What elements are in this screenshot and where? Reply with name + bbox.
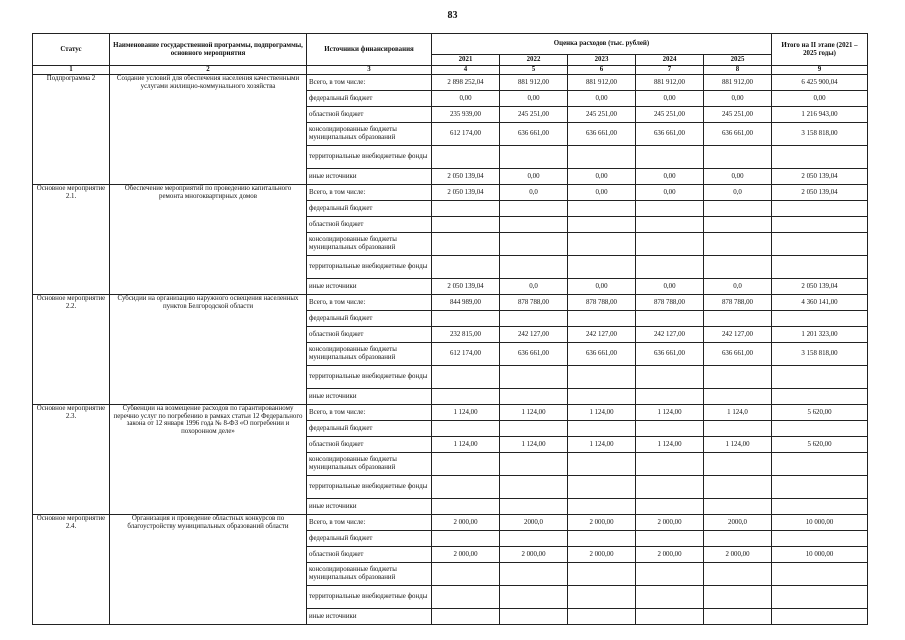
budget-table [32,33,868,625]
year-value-cell: 636 661,00 [568,123,636,146]
funding-source-cell: территориальные внебюджетные фонды [307,256,432,279]
column-number: 1 [33,66,110,75]
year-value-cell: 2 000,00 [432,515,500,531]
year-value-cell [500,389,568,405]
year-value-cell [568,201,636,217]
year-value-cell: 232 815,00 [432,327,500,343]
total-value-cell [772,499,868,515]
year-value-cell [500,146,568,169]
funding-source-cell: консолидированные бюджеты муниципальных образований [307,233,432,256]
funding-source-cell: областной бюджет [307,217,432,233]
year-value-cell [432,217,500,233]
year-value-cell: 245 251,00 [568,107,636,123]
year-value-cell: 636 661,00 [636,123,704,146]
year-value-cell [432,366,500,389]
year-value-cell: 1 124,00 [704,437,772,453]
year-value-cell: 636 661,00 [704,123,772,146]
year-value-cell [568,531,636,547]
table-row [33,295,868,311]
year-value-cell: 2 000,00 [704,547,772,563]
year-value-cell [568,366,636,389]
status-cell: Основное мероприятие 2.3. [33,405,110,515]
year-value-cell [704,499,772,515]
total-value-cell [772,609,868,625]
total-value-cell: 2 050 139,04 [772,185,868,201]
funding-source-cell: иные источники [307,169,432,185]
funding-source-cell: консолидированные бюджеты муниципальных образований [307,563,432,586]
year-value-cell: 636 661,00 [500,123,568,146]
table-row [33,405,868,421]
year-value-cell [432,563,500,586]
year-value-cell [568,476,636,499]
total-value-cell [772,146,868,169]
total-value-cell: 3 158 818,00 [772,343,868,366]
table-row [33,185,868,201]
year-value-cell [704,421,772,437]
year-value-cell: 242 127,00 [704,327,772,343]
year-value-cell [636,256,704,279]
year-value-cell: 0,00 [704,169,772,185]
year-value-cell: 1 124,00 [500,405,568,421]
year-value-cell [432,256,500,279]
column-number: 8 [704,66,772,75]
year-value-cell: 636 661,00 [704,343,772,366]
funding-source-cell: областной бюджет [307,327,432,343]
column-number: 4 [432,66,500,75]
year-value-cell [568,499,636,515]
total-value-cell [772,563,868,586]
year-value-cell: 636 661,00 [636,343,704,366]
year-value-cell [432,233,500,256]
year-value-cell: 878 788,00 [500,295,568,311]
year-value-cell: 0,00 [568,169,636,185]
year-value-cell [500,609,568,625]
year-value-cell: 0,00 [568,279,636,295]
year-value-cell: 235 939,00 [432,107,500,123]
funding-source-cell: консолидированные бюджеты муниципальных образований [307,453,432,476]
total-value-cell: 5 620,00 [772,405,868,421]
header-total: Итого на II этапе (2021 – 2025 годы) [772,34,868,66]
funding-source-cell: федеральный бюджет [307,311,432,327]
funding-source-cell: иные источники [307,279,432,295]
total-value-cell [772,476,868,499]
total-value-cell [772,201,868,217]
year-value-cell: 0,0 [500,279,568,295]
funding-source-cell: иные источники [307,499,432,515]
header-year: 2021 [432,55,500,66]
total-value-cell: 2 050 139,04 [772,279,868,295]
year-value-cell [636,421,704,437]
total-value-cell [772,311,868,327]
year-value-cell [500,201,568,217]
year-value-cell: 1 124,00 [568,405,636,421]
year-value-cell [636,311,704,327]
year-value-cell: 0,00 [636,91,704,107]
header-name: Наименование государственной программы, подпрограммы, основного мероприятия [110,34,307,66]
header-row [33,34,868,55]
year-value-cell [432,609,500,625]
year-value-cell [432,476,500,499]
year-value-cell: 0,00 [500,169,568,185]
column-number: 5 [500,66,568,75]
year-value-cell: 1 124,00 [500,437,568,453]
year-value-cell: 0,0 [704,185,772,201]
funding-source-cell: Всего, в том числе: [307,295,432,311]
year-value-cell [500,366,568,389]
year-value-cell [636,499,704,515]
year-value-cell: 0,00 [704,91,772,107]
column-number: 2 [110,66,307,75]
status-cell: Основное мероприятие 2.1. [33,185,110,295]
table-row [33,75,868,91]
year-value-cell [568,217,636,233]
year-value-cell [704,389,772,405]
year-value-cell: 245 251,00 [704,107,772,123]
status-cell: Подпрограмма 2 [33,75,110,185]
year-value-cell [636,201,704,217]
year-value-cell: 0,00 [500,91,568,107]
year-value-cell: 881 912,00 [636,75,704,91]
year-value-cell: 2 050 139,04 [432,169,500,185]
year-value-cell: 2 000,00 [636,515,704,531]
total-value-cell [772,217,868,233]
year-value-cell: 1 124,00 [568,437,636,453]
year-value-cell: 0,00 [568,185,636,201]
year-value-cell [704,609,772,625]
year-value-cell [500,233,568,256]
year-value-cell [636,476,704,499]
year-value-cell [500,476,568,499]
table-row [33,515,868,531]
year-value-cell: 242 127,00 [500,327,568,343]
funding-source-cell: федеральный бюджет [307,421,432,437]
year-value-cell [704,453,772,476]
year-value-cell: 636 661,00 [500,343,568,366]
funding-source-cell: областной бюджет [307,547,432,563]
year-value-cell [432,531,500,547]
year-value-cell [568,389,636,405]
funding-source-cell: Всего, в том числе: [307,75,432,91]
year-value-cell [500,531,568,547]
year-value-cell [432,586,500,609]
funding-source-cell: территориальные внебюджетные фонды [307,476,432,499]
total-value-cell: 10 000,00 [772,515,868,531]
year-value-cell: 1 124,00 [432,437,500,453]
total-value-cell: 3 158 818,00 [772,123,868,146]
year-value-cell [500,311,568,327]
program-name-cell: Организация и проведение областных конкурсов по благоустройству муниципальных образований области [110,515,307,625]
year-value-cell [704,563,772,586]
total-value-cell [772,256,868,279]
year-value-cell: 2000,0 [500,515,568,531]
column-number: 9 [772,66,868,75]
funding-source-cell: федеральный бюджет [307,531,432,547]
year-value-cell: 245 251,00 [636,107,704,123]
year-value-cell [636,366,704,389]
year-value-cell [432,453,500,476]
year-value-cell [704,201,772,217]
funding-source-cell: консолидированные бюджеты муниципальных образований [307,123,432,146]
header-year: 2025 [704,55,772,66]
year-value-cell [568,256,636,279]
year-value-cell: 844 989,00 [432,295,500,311]
page-number: 83 [447,10,458,21]
year-value-cell [636,389,704,405]
year-value-cell [704,217,772,233]
year-value-cell: 0,00 [636,279,704,295]
total-value-cell: 4 360 141,00 [772,295,868,311]
header-status: Статус [33,34,110,66]
year-value-cell: 0,00 [432,91,500,107]
funding-source-cell: федеральный бюджет [307,201,432,217]
year-value-cell: 0,00 [636,185,704,201]
total-value-cell: 6 425 900,04 [772,75,868,91]
status-cell: Основное мероприятие 2.4. [33,515,110,625]
year-value-cell [704,586,772,609]
total-value-cell: 1 216 943,00 [772,107,868,123]
year-value-cell: 1 124,00 [432,405,500,421]
total-value-cell [772,421,868,437]
year-value-cell: 2 000,00 [500,547,568,563]
year-value-cell [432,499,500,515]
year-value-cell [500,421,568,437]
year-value-cell [636,531,704,547]
total-value-cell: 5 620,00 [772,437,868,453]
year-value-cell [568,586,636,609]
year-value-cell [432,389,500,405]
year-value-cell [568,233,636,256]
year-value-cell: 0,00 [636,169,704,185]
year-value-cell [704,256,772,279]
year-value-cell [704,233,772,256]
header-year: 2022 [500,55,568,66]
funding-source-cell: территориальные внебюджетные фонды [307,146,432,169]
year-value-cell [432,311,500,327]
total-value-cell [772,531,868,547]
year-value-cell [568,609,636,625]
year-value-cell [568,146,636,169]
year-value-cell: 612 174,00 [432,343,500,366]
year-value-cell [636,563,704,586]
total-value-cell: 2 050 139,04 [772,169,868,185]
year-value-cell [568,563,636,586]
funding-source-cell: федеральный бюджет [307,91,432,107]
year-value-cell [636,146,704,169]
year-value-cell: 2 050 139,04 [432,185,500,201]
year-value-cell: 242 127,00 [568,327,636,343]
funding-source-cell: консолидированные бюджеты муниципальных образований [307,343,432,366]
year-value-cell [704,531,772,547]
year-value-cell [500,499,568,515]
year-value-cell [704,311,772,327]
column-number: 6 [568,66,636,75]
column-number: 3 [307,66,432,75]
year-value-cell [568,311,636,327]
year-value-cell [432,421,500,437]
year-value-cell [704,476,772,499]
year-value-cell [500,563,568,586]
total-value-cell [772,366,868,389]
year-value-cell [500,217,568,233]
year-value-cell: 636 661,00 [568,343,636,366]
total-value-cell [772,586,868,609]
year-value-cell [704,366,772,389]
total-value-cell: 1 201 323,00 [772,327,868,343]
total-value-cell: 0,00 [772,91,868,107]
year-value-cell: 881 912,00 [568,75,636,91]
funding-source-cell: территориальные внебюджетные фонды [307,366,432,389]
year-value-cell: 878 788,00 [568,295,636,311]
header-year: 2023 [568,55,636,66]
year-value-cell: 2 898 252,04 [432,75,500,91]
year-value-cell [636,586,704,609]
year-value-cell: 2000,0 [704,515,772,531]
year-value-cell: 2 000,00 [568,515,636,531]
program-name-cell: Субсидии на организацию наружного освещения населенных пунктов Белгородской области [110,295,307,405]
funding-source-cell: Всего, в том числе: [307,405,432,421]
program-name-cell: Обеспечение мероприятий по проведению капитального ремонта многоквартирных домов [110,185,307,295]
year-value-cell [500,453,568,476]
year-value-cell: 242 127,00 [636,327,704,343]
year-value-cell: 0,00 [568,91,636,107]
year-value-cell: 612 174,00 [432,123,500,146]
funding-source-cell: областной бюджет [307,107,432,123]
funding-source-cell: территориальные внебюджетные фонды [307,586,432,609]
year-value-cell: 878 788,00 [636,295,704,311]
funding-source-cell: Всего, в том числе: [307,515,432,531]
year-value-cell: 1 124,00 [636,437,704,453]
funding-source-cell: Всего, в том числе: [307,185,432,201]
year-value-cell [568,453,636,476]
year-value-cell: 2 000,00 [636,547,704,563]
header-estimate: Оценка расходов (тыс. рублей) [432,34,772,55]
year-value-cell: 1 124,00 [636,405,704,421]
column-number-row [33,66,868,75]
year-value-cell [500,256,568,279]
year-value-cell [432,146,500,169]
year-value-cell [636,233,704,256]
year-value-cell [636,609,704,625]
year-value-cell [432,201,500,217]
year-value-cell: 881 912,00 [704,75,772,91]
year-value-cell [568,421,636,437]
year-value-cell [704,146,772,169]
header-sources: Источники финансирования [307,34,432,66]
year-value-cell [636,217,704,233]
year-value-cell: 2 000,00 [432,547,500,563]
total-value-cell [772,233,868,256]
funding-source-cell: областной бюджет [307,437,432,453]
total-value-cell: 10 000,00 [772,547,868,563]
status-cell: Основное мероприятие 2.2. [33,295,110,405]
header-year: 2024 [636,55,704,66]
year-value-cell: 245 251,00 [500,107,568,123]
program-name-cell: Создание условий для обеспечения населения качественными услугами жилищно-коммунального хозяйства [110,75,307,185]
year-value-cell [636,453,704,476]
year-value-cell: 878 788,00 [704,295,772,311]
total-value-cell [772,389,868,405]
program-name-cell: Субвенции на возмещение расходов по гарантированному перечню услуг по погребению в рамках статьи 12 Федерального закона от 12 января 1996 года № 8-ФЗ «О погребении и похоронном деле» [110,405,307,515]
year-value-cell: 2 000,00 [568,547,636,563]
funding-source-cell: иные источники [307,609,432,625]
total-value-cell [772,453,868,476]
year-value-cell: 2 050 139,04 [432,279,500,295]
funding-source-cell: иные источники [307,389,432,405]
year-value-cell: 0,0 [500,185,568,201]
year-value-cell: 881 912,00 [500,75,568,91]
year-value-cell [500,586,568,609]
year-value-cell: 0,0 [704,279,772,295]
year-value-cell: 1 124,0 [704,405,772,421]
column-number: 7 [636,66,704,75]
